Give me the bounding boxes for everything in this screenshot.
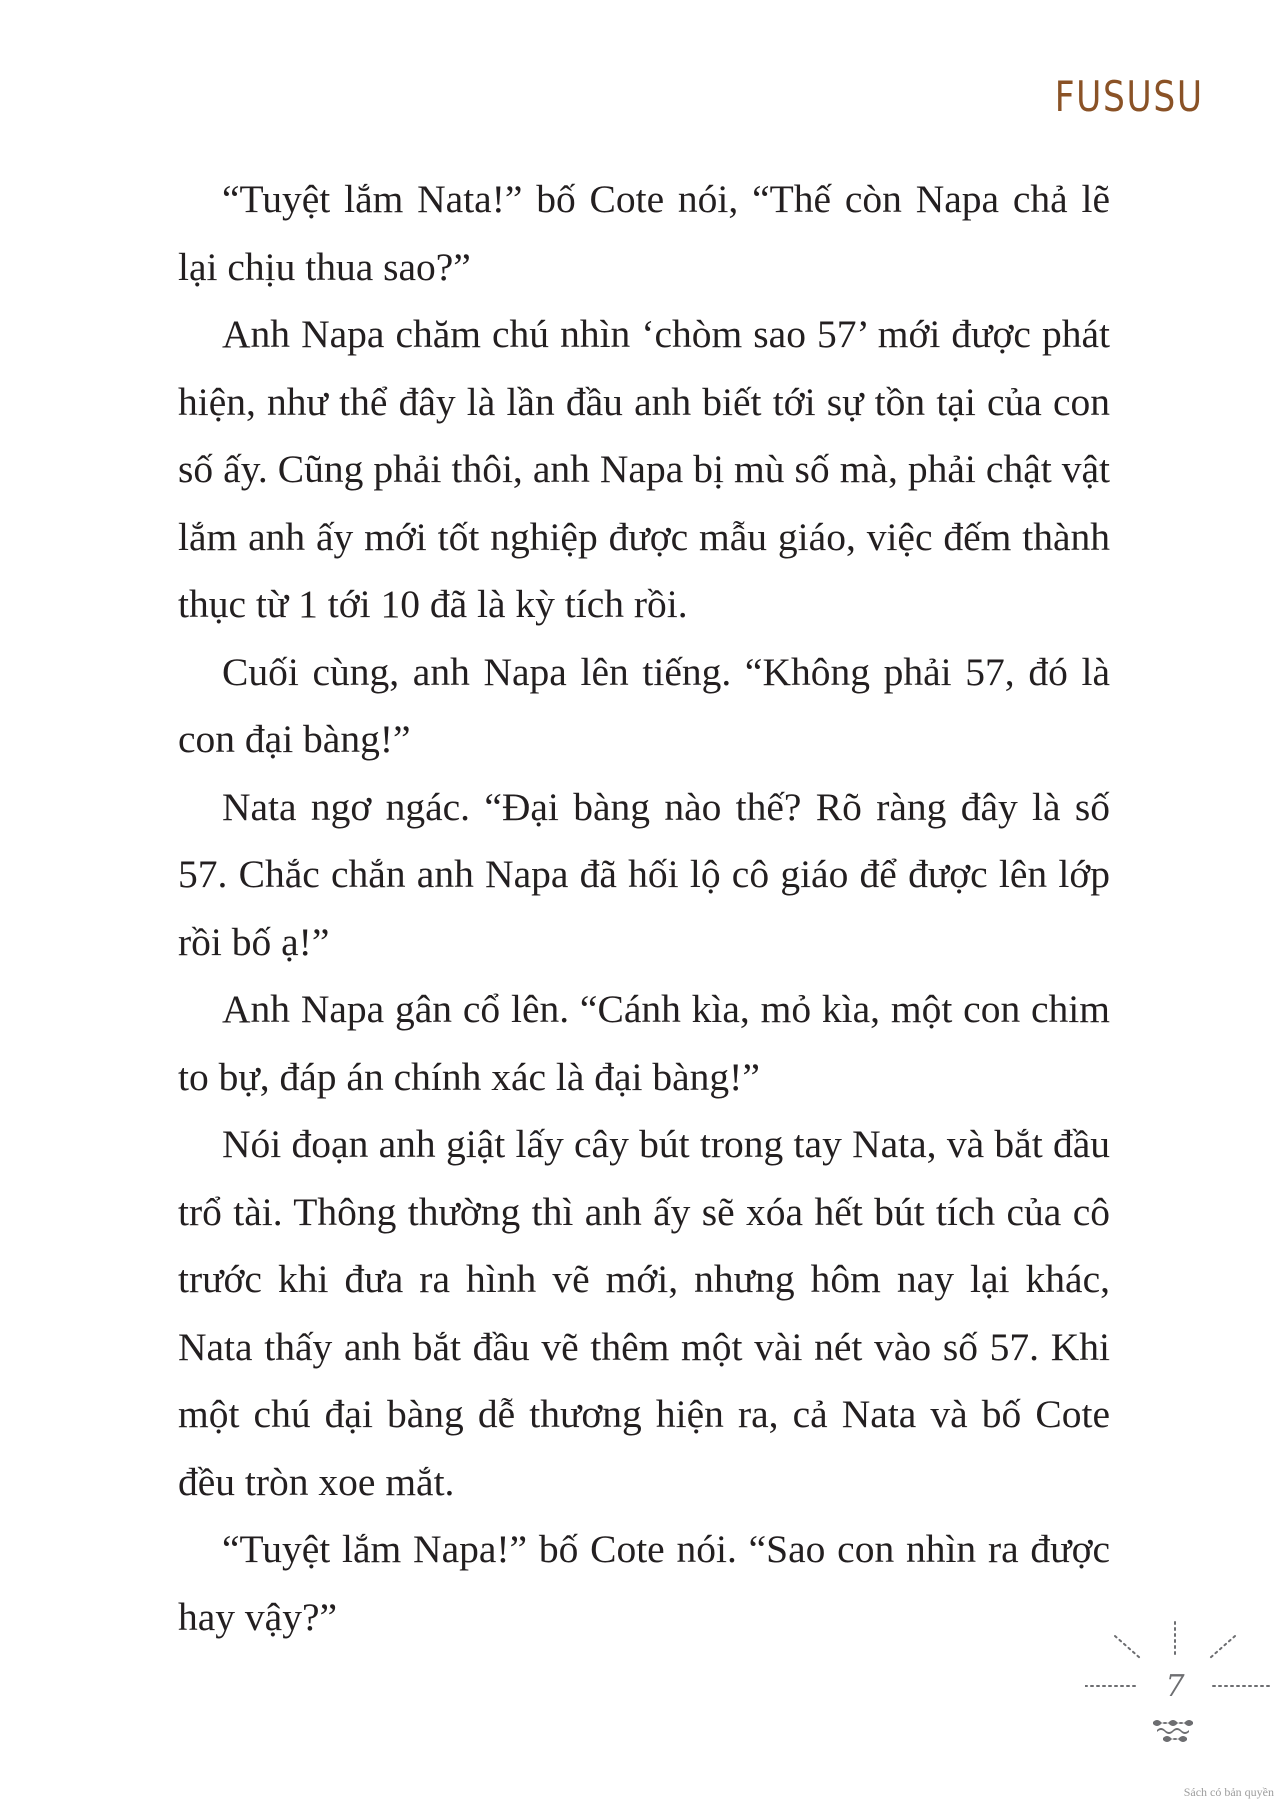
paragraph-5: Anh Napa gân cổ lên. “Cánh kìa, mỏ kìa, một con chim to bự, đáp án chính xác là đại bàng!” [178,987,1110,1099]
page-number-ornament [1085,1620,1275,1770]
paragraph-3: Cuối cùng, anh Napa lên tiếng. “Không phải 57, đó là con đại bàng!” [178,649,1110,761]
paragraph-2: Anh Napa chăm chú nhìn ‘chòm sao 57’ mới được phát hiện, như thể đây là lần đầu anh biết tới sự tồn tại của con số ấy. Cũng phải thôi, anh Napa bị mù số mà, phải chật vật lắm anh ấy mới tốt nghiệp được mẫu giáo, việc đếm thành thục từ 1 tới 10 đã là kỳ tích rồi. [178,312,1110,626]
copyright-note: Sách có bản quyền [1183,1785,1274,1799]
body-text [178,166,1110,1651]
paragraph-6: Nói đoạn anh giật lấy cây bút trong tay Nata, và bắt đầu trổ tài. Thông thường thì anh ấy sẽ xóa hết bút tích của cô trước khi đưa ra hình vẽ mới, nhưng hôm nay lại khác, Nata thấy anh bắt đầu vẽ thêm một vài nét vào số 57. Khi một chú đại bàng dễ thương hiện ra, cả Nata và bố Cote đều tròn xoe mắt. [178,1122,1110,1504]
paragraph-4: Nata ngơ ngác. “Đại bàng nào thế? Rõ ràng đây là số 57. Chắc chắn anh Napa đã hối lộ cô giáo để được lên lớp rồi bố ạ!” [178,784,1110,964]
paragraph-7: “Tuyệt lắm Napa!” bố Cote nói. “Sao con nhìn ra được hay vậy?” [178,1527,1110,1639]
page-number: 7 [1165,1669,1185,1704]
paragraph-1: “Tuyệt lắm Nata!” bố Cote nói, “Thế còn Napa chả lẽ lại chịu thua sao?” [178,177,1110,289]
brand-logo: FUSUSU [1055,72,1204,121]
wave-mark-icon [1153,1720,1193,1742]
